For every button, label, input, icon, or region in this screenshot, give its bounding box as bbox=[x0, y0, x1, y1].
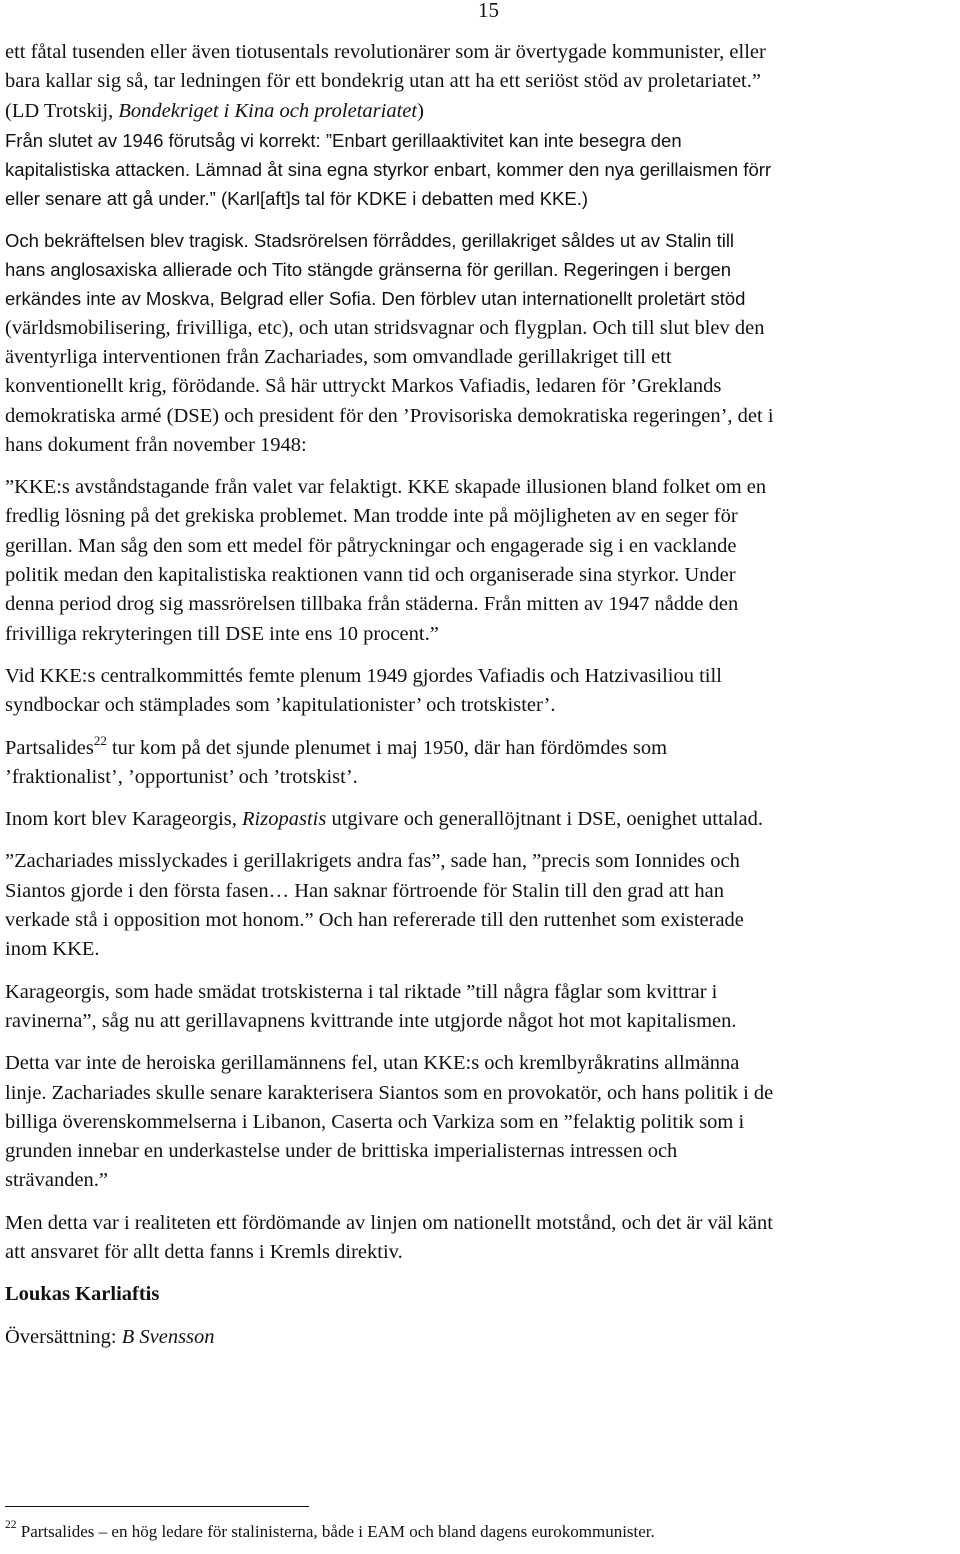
paragraph-conclusion bbox=[5, 1209, 957, 1268]
text-line: linje. Zachariades skulle senare karakterisera Siantos som en provokatör, och hans politik i de bbox=[5, 1081, 774, 1104]
text-line: ”KKE:s avståndstagande från valet var felaktigt. KKE skapade illusionen bland folket om en bbox=[5, 476, 767, 499]
text-segment: Inom kort blev Karageorgis, bbox=[5, 808, 243, 831]
text-line: denna period drog sig massrörelsen tillbaka från städerna. Från mitten av 1947 nådde den bbox=[5, 593, 739, 616]
page-number: 15 bbox=[478, 0, 499, 22]
text-line: erkändes inte av Moskva, Belgrad eller Sofia. Den förblev utan internationellt proletärt stöd bbox=[5, 288, 746, 310]
paragraph-vafiadis-quote bbox=[5, 473, 957, 649]
text-line: hans dokument från november 1948: bbox=[5, 433, 307, 456]
text-line: ’fraktionalist’, ’opportunist’ och ’trotskist’. bbox=[5, 765, 358, 788]
text-line: ett fåtal tusenden eller även tiotusentals revolutionärer som är övertygade kommunister, eller bbox=[5, 41, 766, 63]
paragraph-partsalides bbox=[5, 734, 957, 793]
text-line: verkade stå i opposition mot honom.” Och han refererade till den ruttenhet som existerade bbox=[5, 909, 744, 932]
footnote-text: Partsalides – en hög ledare för stalinisterna, både i EAM och bland dagens eurokommunister. bbox=[16, 1522, 655, 1541]
text-line: att ansvaret för allt detta fanns i Kremls direktiv. bbox=[5, 1240, 403, 1263]
translation-credit bbox=[5, 1323, 957, 1352]
text-line: ”Zachariades misslyckades i gerillakrigets andra fas”, sade han, ”precis som Ionnides och bbox=[5, 850, 740, 873]
text-line: gerillan. Man såg den som ett medel för påtryckningar och engagerade sig i en vacklande bbox=[5, 534, 737, 557]
text-line: Från slutet av 1946 förutsåg vi korrekt: ”Enbart gerillaaktivitet kan inte besegra den bbox=[5, 129, 682, 151]
paragraph-zachariades-quote bbox=[5, 847, 957, 964]
translation-label: Översättning: bbox=[5, 1325, 122, 1348]
text-line: ravinerna”, såg nu att gerillavapnens kvittrande inte utgjorde något hot mot kapitalismen. bbox=[5, 1009, 737, 1032]
paragraph-kdke-quote bbox=[5, 126, 957, 214]
citation-suffix: ) bbox=[417, 99, 424, 122]
document-body bbox=[5, 38, 957, 1352]
text-line: grunden innebar en underkastelse under de brittiska imperialisternas intressen och bbox=[5, 1140, 678, 1163]
translator-name: B Svensson bbox=[121, 1325, 215, 1348]
text-segment: utgivare och generallöjtnant i DSE, oenighet uttalad. bbox=[326, 808, 763, 831]
text-segment: tur kom på det sjunde plenumet i maj 1950, där han fördömdes som bbox=[106, 736, 668, 759]
text-line: Men detta var i realiteten ett fördömande av linjen om nationellt motstånd, och det är väl känt bbox=[5, 1211, 773, 1234]
text-line: Och bekräftelsen blev tragisk. Stadsrörelsen förråddes, gerillakriget såldes ut av Stalin till bbox=[5, 229, 735, 251]
text-line: inom KKE. bbox=[5, 938, 100, 961]
text-line: syndbockar och stämplades som ’kapitulationister’ och trotskister’. bbox=[5, 694, 556, 717]
citation-line bbox=[5, 97, 957, 126]
text-line: kapitalistiska attacken. Lämnad åt sina egna styrkor enbart, kommer den nya gerillaismen förr bbox=[5, 159, 772, 181]
text-line: Detta var inte de heroiska gerillamännens fel, utan KKE:s och kremlbyråkratins allmänna bbox=[5, 1052, 740, 1075]
author-name: Loukas Karliaftis bbox=[5, 1283, 160, 1306]
text-line: konventionellt krig, förödande. Så här uttryckt Markos Vafiadis, ledaren för ’Greklands bbox=[5, 375, 722, 398]
citation-prefix: (LD Trotskij, bbox=[5, 99, 119, 122]
document-page bbox=[5, 0, 957, 1554]
text-line: frivilliga rekryteringen till DSE inte ens 10 procent.” bbox=[5, 622, 439, 645]
text-line: politik medan den kapitalistiska reaktionen vann tid och organiserade sina styrkor. Under bbox=[5, 564, 736, 587]
text-line: bara kallar sig så, tar ledningen för ett bondekrig utan att ha ett seriöst stöd av proletariatet.” bbox=[5, 70, 761, 93]
cited-work-title: Bondekriget i Kina och proletariatet bbox=[118, 99, 418, 122]
text-line: Vid KKE:s centralkommittés femte plenum 1949 gjordes Vafiadis och Hatzivasiliou till bbox=[5, 664, 722, 687]
text-line: eller senare att gå under.” (Karl[aft]s tal för KDKE i debatten med KKE.) bbox=[5, 188, 589, 210]
text-line: Siantos gjorde i den första fasen… Han saknar förtroende för Stalin till den grad att han bbox=[5, 879, 725, 902]
newspaper-title: Rizopastis bbox=[242, 808, 327, 831]
footnote-reference[interactable]: 22 bbox=[93, 732, 107, 748]
footnote-number: 22 bbox=[5, 1519, 17, 1532]
text-line: strävanden.” bbox=[5, 1169, 109, 1192]
text-line: Karageorgis, som hade smädat trotskisterna i tal riktade ”till några fåglar som kvittrar i bbox=[5, 980, 718, 1003]
text-line: (världsmobilisering, frivilliga, etc), och utan stridsvagnar och flygplan. Och till slut blev den bbox=[5, 316, 765, 339]
paragraph-fifth-plenum bbox=[5, 662, 957, 721]
footnote-divider bbox=[5, 1506, 309, 1507]
paragraph-kke-line bbox=[5, 1049, 957, 1195]
text-line: demokratiska armé (DSE) och president för den ’Provisoriska demokratiska regeringen’, det i bbox=[5, 404, 774, 427]
text-line: hans anglosaxiska allierade och Tito stängde gränserna för gerillan. Regeringen i bergen bbox=[5, 259, 732, 281]
text-line bbox=[5, 734, 957, 763]
paragraph-birds-quote bbox=[5, 978, 957, 1037]
paragraph-karageorgis bbox=[5, 805, 957, 834]
paragraph-confirmation bbox=[5, 226, 957, 460]
footnote-22 bbox=[5, 1521, 655, 1543]
text-line bbox=[5, 805, 957, 834]
text-line: fredlig lösning på det grekiska problemet. Man trodde inte på möjligheten av en seger för bbox=[5, 505, 738, 528]
text-line: äventyrliga interventionen från Zachariades, som omvandlade gerillakriget till ett bbox=[5, 345, 672, 368]
person-name: Partsalides bbox=[5, 736, 94, 759]
text-line: billiga överenskommelserna i Libanon, Caserta och Varkiza som en ”felaktig politik som i bbox=[5, 1110, 745, 1133]
paragraph-trotsky-quote bbox=[5, 38, 957, 126]
